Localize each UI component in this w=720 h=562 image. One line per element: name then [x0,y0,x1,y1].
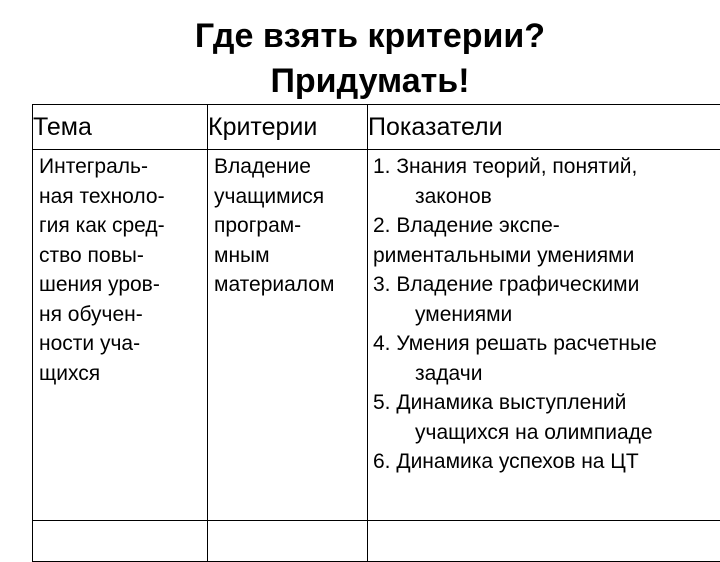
indicators-cell [368,150,720,521]
indicator-item-5: 5. Динамика выступлений [373,388,720,418]
theme-line: щихся [39,359,207,389]
indicator-item-6: 6. Динамика успехов на ЦТ [373,447,720,477]
header-theme: Тема [33,105,208,150]
table-row [33,150,720,521]
indicator-item-2-cont: риментальными умениями [373,241,720,271]
table-row-empty [33,521,720,562]
indicator-item-4-cont: задачи [373,359,720,389]
indicator-item-1: 1. Знания теорий, понятий, [373,152,720,182]
theme-line: гия как сред- [39,211,207,241]
indicator-item-5-cont: учащихся на олимпиаде [373,418,720,448]
theme-line: ство повы- [39,241,207,271]
header-indicators: Показатели [368,105,720,150]
criteria-line: материалом [214,270,367,300]
criteria-line: Владение [214,152,367,182]
theme-line: Интеграль- [39,152,207,182]
criteria-cell [208,150,368,521]
criteria-line: програм- [214,211,367,241]
table-header-row [33,105,720,150]
criteria-line: учащимися [214,182,367,212]
header-criteria: Критерии [208,105,368,150]
criteria-table [32,104,720,562]
slide-title-line-2: Придумать! [0,59,720,104]
indicator-item-1-cont: законов [373,182,720,212]
theme-line: шения уров- [39,270,207,300]
criteria-line: мным [214,241,367,271]
slide-title-line-1: Где взять критерии? [0,14,720,59]
indicator-item-4: 4. Умения решать расчетные [373,329,720,359]
indicator-item-3: 3. Владение графическими [373,270,720,300]
indicator-item-3-cont: умениями [373,300,720,330]
empty-cell [208,521,368,562]
theme-line: ная техноло- [39,182,207,212]
empty-cell [33,521,208,562]
theme-line: ности уча- [39,329,207,359]
indicator-item-2: 2. Владение экспе- [373,211,720,241]
theme-cell [33,150,208,521]
slide-title [0,14,720,104]
empty-cell [368,521,720,562]
theme-line: ня обучен- [39,300,207,330]
